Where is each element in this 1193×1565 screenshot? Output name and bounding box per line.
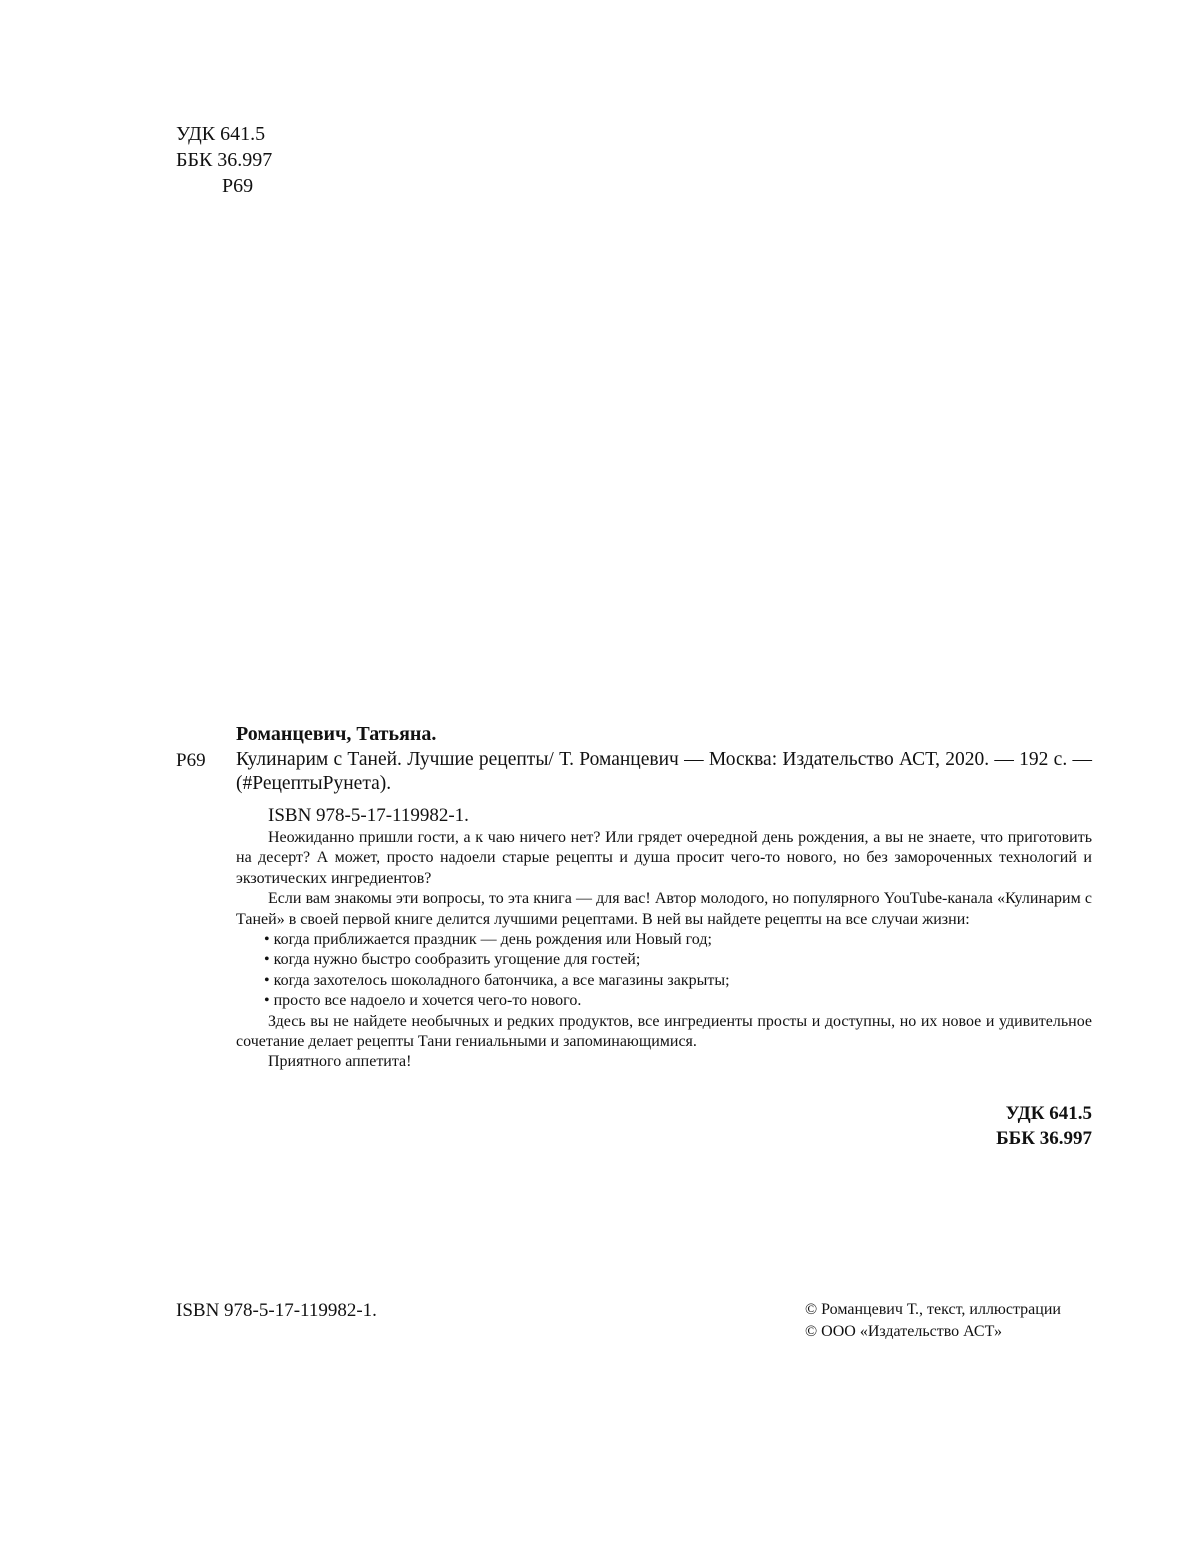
abstract-bullet: • просто все надоело и хочется чего-то нового. [264, 992, 582, 1010]
card-bibliographic-description: Кулинарим с Таней. Лучшие рецепты/ Т. Романцевич — Москва: Издательство АСТ, 2020. — 192 с. — (#РецептыРунета). [236, 749, 1092, 794]
copyright-publisher: © ООО «Издательство АСТ» [805, 1323, 1002, 1340]
card-bbk-code: ББК 36.997 [996, 1128, 1092, 1149]
abstract-paragraph: Здесь вы не найдете необычных и редких продуктов, все ингредиенты просты и доступны, но их новое и удивительное сочетание делает рецепты Тани гениальными и запоминающимися. [236, 1012, 1092, 1051]
abstract-bullet: • когда захотелось шоколадного батончика, а все магазины закрыты; [264, 971, 730, 989]
classification-codes-card [996, 1101, 1092, 1151]
card-author: Романцевич, Татьяна. [236, 723, 437, 745]
udk-code: УДК 641.5 [176, 123, 266, 145]
classification-codes-top [176, 121, 272, 199]
bbk-code: ББК 36.997 [176, 149, 273, 171]
card-udk-code: УДК 641.5 [1005, 1103, 1092, 1124]
abstract-bullet: • когда приближается праздник — день рождения или Новый год; [264, 931, 712, 949]
abstract-paragraph: Если вам знакомы эти вопросы, то эта книга — для вас! Автор молодого, но популярного YouTube-канала «Кулинарим с Таней» в своей первой книге делится лучшими рецептами. В ней вы найдете рецепты на все случаи жизни: [236, 890, 1092, 928]
card-author-mark: Р69 [176, 750, 206, 771]
copyright-author: © Романцевич Т., текст, иллюстрации [805, 1301, 1061, 1318]
card-abstract [236, 828, 1092, 1073]
abstract-closing: Приятного аппетита! [268, 1053, 412, 1071]
author-mark: Р69 [222, 175, 254, 197]
abstract-paragraph: Неожиданно пришли гости, а к чаю ничего нет? Или грядет очередной день рождения, а вы не знаете, что приготовить на десерт? А может, просто надоели старые рецепты и душа просит чего-то нового, но без замороченных технологий и экзотических ингредиентов? [236, 829, 1092, 887]
abstract-bullet: • когда нужно быстро сообразить угощение для гостей; [264, 951, 641, 969]
isbn-bottom: ISBN 978-5-17-119982-1. [176, 1300, 377, 1321]
copyright-block [805, 1299, 1061, 1343]
card-isbn: ISBN 978-5-17-119982-1. [268, 805, 469, 826]
